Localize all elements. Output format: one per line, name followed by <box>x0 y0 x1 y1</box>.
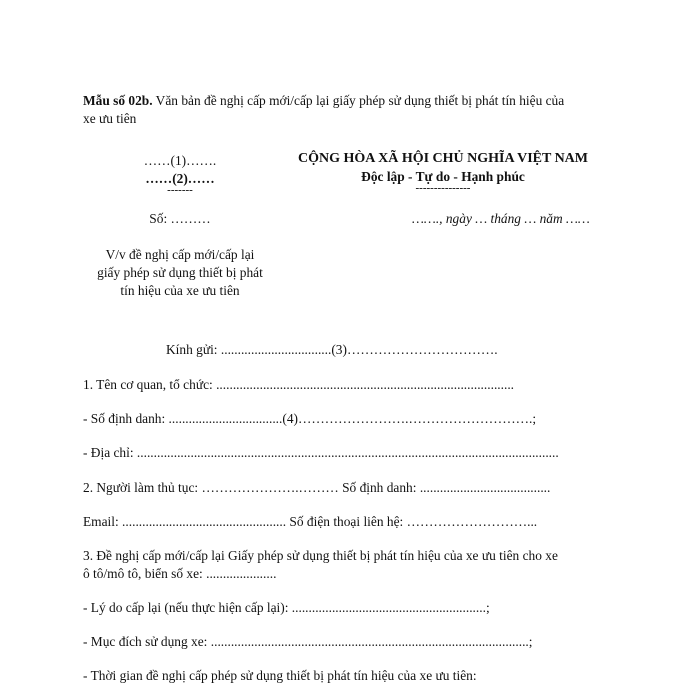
item-1-address: - Địa chỉ: .............................................................................................................................. <box>83 445 559 460</box>
item-2-applicant: 2. Người làm thủ tục: ………………….……… Số định danh: ....................................... <box>83 480 551 495</box>
national-title: CỘNG HÒA XÃ HỘI CHỦ NGHĨA VIỆT NAM <box>297 151 588 166</box>
document-number: Số: ……… <box>149 211 211 226</box>
right-divider: --------------- <box>415 182 471 194</box>
reissue-reason: - Lý do cấp lại (nếu thực hiện cấp lại): ..........................................................; <box>83 600 490 615</box>
form-title-line2: xe ưu tiên <box>83 111 137 126</box>
form-title-text: Văn bản đề nghị cấp mới/cấp lại giấy phép sử dụng thiết bị phát tín hiệu của <box>152 93 565 108</box>
left-divider: ------- <box>167 184 193 196</box>
item-3-request-line-1: 3. Đề nghị cấp mới/cấp lại Giấy phép sử dụng thiết bị phát tín hiệu của xe ưu tiên cho xe <box>83 548 558 563</box>
usage-purpose: - Mục đích sử dụng xe: ...............................................................................................; <box>83 634 533 649</box>
subject-line-1: V/v đề nghị cấp mới/cấp lại <box>105 247 255 262</box>
item-1-organization: 1. Tên cơ quan, tổ chức: ......................................................................................... <box>83 377 515 392</box>
item-3-request-line-2: ô tô/mô tô, biển số xe: ..................... <box>83 566 277 581</box>
addressee: Kính gửi: .................................(3)……………………………. <box>166 342 498 357</box>
national-motto: Độc lập - Tự do - Hạnh phúc <box>361 169 525 184</box>
item-1-identifier: - Số định danh: ..................................(4)…………………….……………………….; <box>83 411 537 426</box>
subject-line-2: giấy phép sử dụng thiết bị phát <box>97 265 263 280</box>
form-number-label: Mẫu số 02b. <box>83 93 153 108</box>
agency-line-1: ……(1)……. <box>143 153 217 168</box>
date-line: ……., ngày … tháng … năm …… <box>412 211 590 226</box>
item-2-contact: Email: ................................................. Số điện thoại liên hệ: ………………………... <box>83 514 538 529</box>
agency-line-2: ……(2)…… <box>145 171 215 186</box>
requested-duration: - Thời gian đề nghị cấp phép sử dụng thiết bị phát tín hiệu của xe ưu tiên: <box>83 668 477 683</box>
subject-line-3: tín hiệu của xe ưu tiên <box>120 283 240 298</box>
form-title <box>83 92 564 109</box>
